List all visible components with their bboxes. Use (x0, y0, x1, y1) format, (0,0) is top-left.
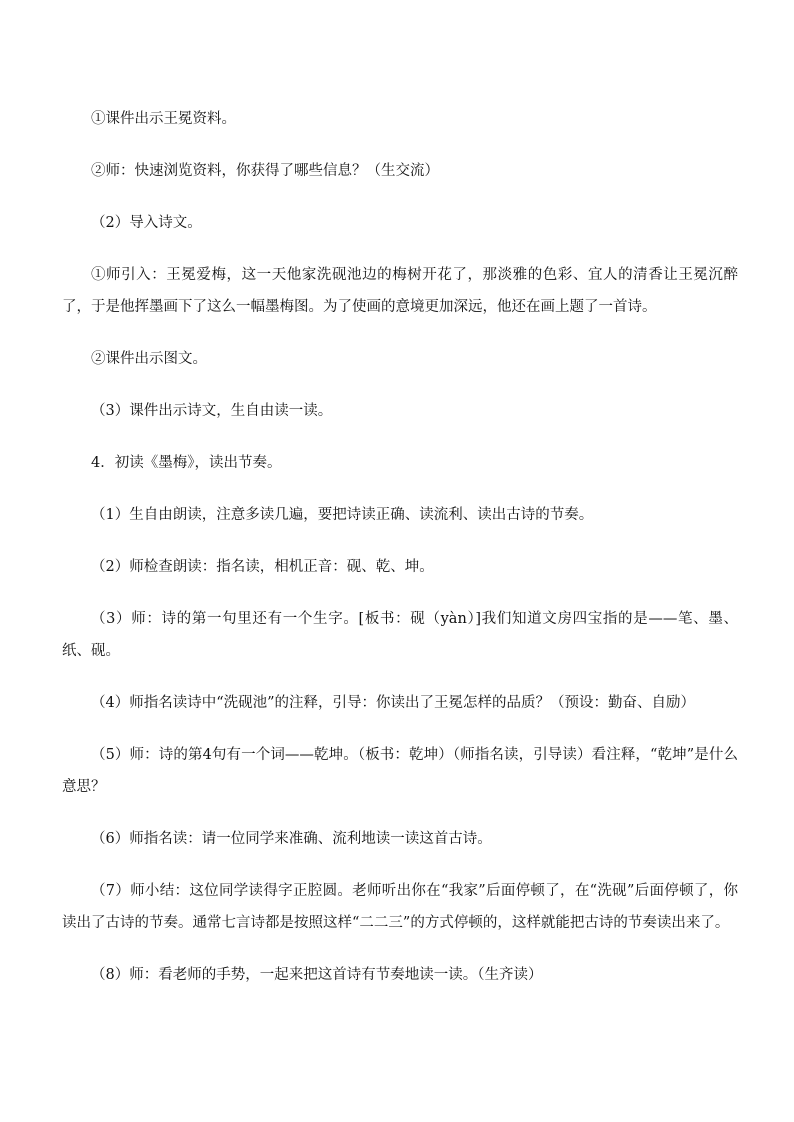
paragraph-3: （2）导入诗文。 (91, 215, 202, 231)
paragraph-1: ①课件出示王冕资料。 (91, 111, 236, 127)
paragraph-10: （3）师：诗的第一句里还有一个生字。[板书：砚（yàn）]我们知道文房四宝指的是——笔、墨、纸、砚。 (62, 611, 738, 659)
paragraph-9: （2）师检查朗读：指名读，相机正音：砚、乾、坤。 (91, 559, 434, 575)
paragraph-15: （8）师：看老师的手势，一起来把这首诗有节奏地读一读。（生齐读） (91, 967, 543, 983)
paragraph-2: ②师：快速浏览资料，你获得了哪些信息？（生交流） (91, 163, 439, 179)
document-body (62, 103, 738, 1011)
paragraph-5: ②课件出示图文。 (91, 351, 207, 367)
paragraph-13: （6）师指名读：请一位同学来准确、流利地读一读这首古诗。 (91, 831, 492, 847)
paragraph-4: ①师引入：王冕爱梅，这一天他家洗砚池边的梅树开花了，那淡雅的色彩、宜人的清香让王冕沉醉了，于是他挥墨画下了这么一幅墨梅图。为了使画的意境更加深远，他还在画上题了一首诗。 (62, 267, 738, 315)
paragraph-7: 4．初读《墨梅》，读出节奏。 (91, 455, 282, 471)
paragraph-6: （3）课件出示诗文，生自由读一读。 (91, 403, 333, 419)
paragraph-11: （4）师指名读诗中“洗砚池”的注释，引导：你读出了王冕怎样的品质？（预设：勤奋、自励） (91, 695, 696, 711)
paragraph-14: （7）师小结：这位同学读得字正腔圆。老师听出你在“我家”后面停顿了，在“洗砚”后面停顿了，你读出了古诗的节奏。通常七言诗都是按照这样“二二三”的方式停顿的，这样就能把古诗的节奏读出来了。 (62, 883, 738, 931)
paragraph-8: （1）生自由朗读，注意多读几遍，要把诗读正确、读流利、读出古诗的节奏。 (91, 507, 594, 523)
paragraph-12: （5）师：诗的第4句有一个词——乾坤。（板书：乾坤）（师指名读，引导读）看注释，“乾坤”是什么意思？ (62, 747, 738, 795)
